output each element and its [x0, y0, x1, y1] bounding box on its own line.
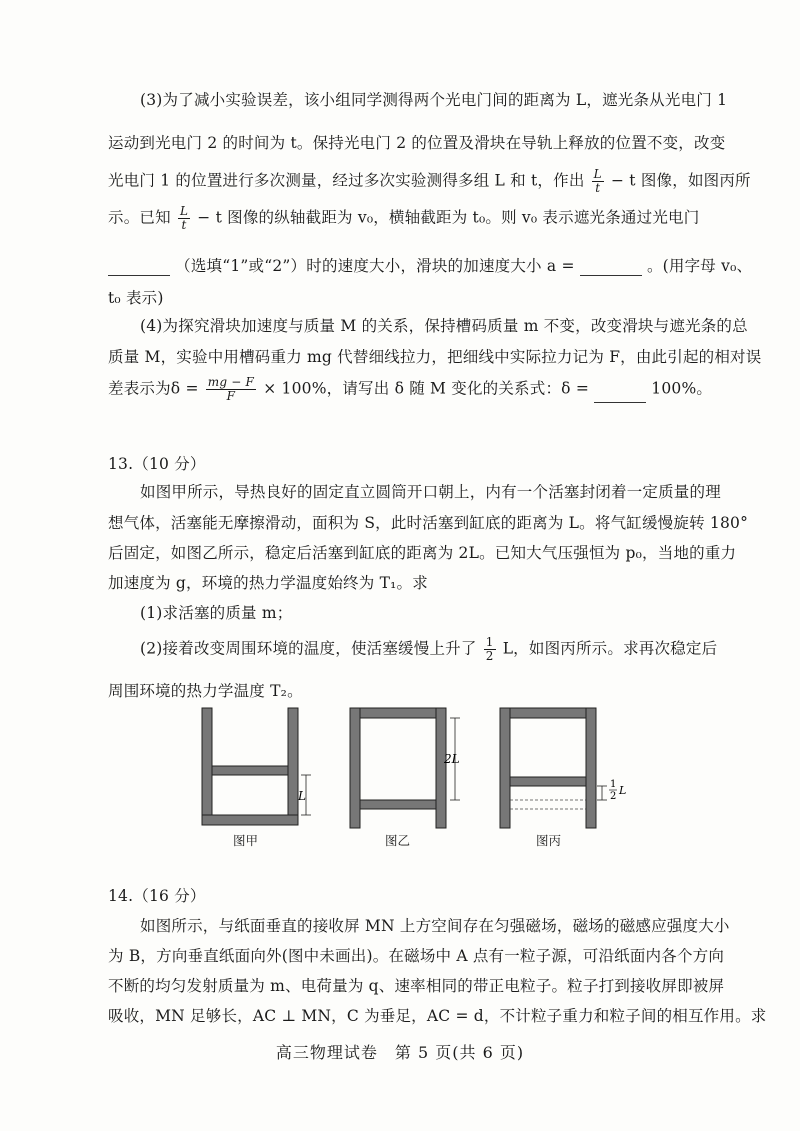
q13-line2: 想气体，活塞能无摩擦滑动，面积为 S，此时活塞到缸底的距离为 L。将气缸缓慢旋转 180° [108, 514, 749, 532]
piston-bing [510, 777, 586, 786]
q13-part1: (1)求活塞的质量 m； [140, 604, 293, 622]
q13-part2-line2: 周围环境的热力学温度 T₂。 [108, 682, 303, 700]
fraction-L-over-t: $\frac{L}{t}$ [593, 167, 602, 195]
piston-jia [212, 766, 288, 775]
figure-bing [500, 708, 626, 828]
q12-p3-line3 [108, 168, 751, 195]
fraction-L-over-t-2: $\frac{L}{t}$ [179, 204, 189, 232]
q13-part2-tail: L，如图丙所示。求再次稳定后 [502, 639, 718, 658]
q12-p3-line4 [108, 205, 699, 232]
q14-line3: 不断的均匀发射质量为 m、电荷量为 q、速率相同的带正电粒子。粒子打到接收屏即被屏 [108, 977, 725, 995]
q12-p3-line4-text: 示。已知 [108, 208, 171, 227]
q13-header: 13.（10 分） [108, 455, 206, 473]
fraction-relative-error: $\frac{mg - F}{F}$ [207, 375, 255, 403]
q12-p3-line3-tail: − t 图像，如图丙所 [610, 171, 751, 190]
answer-blank-acceleration[interactable] [580, 259, 642, 276]
q13-line1: 如图甲所示，导热良好的固定直立圆筒开口朝上，内有一个活塞封闭着一定质量的理 [140, 483, 721, 501]
q14-line4: 吸收，MN 足够长，AC ⊥ MN，C 为垂足，AC = d，不计粒子重力和粒子间的相互作用。求 [108, 1007, 767, 1025]
dim-label-L: L [298, 789, 306, 803]
q12-p3-line4-tail: − t 图像的纵轴截距为 v₀，横轴截距为 t₀。则 v₀ 表示遮光条通过光电门 [197, 208, 700, 227]
figure-yi [350, 708, 460, 828]
answer-blank-gate[interactable] [108, 259, 170, 276]
answer-blank-delta[interactable] [594, 386, 646, 403]
cylinder-figures [190, 700, 650, 850]
q12-p3-line2: 运动到光电门 2 的时间为 t。保持光电门 2 的位置及滑块在导轨上释放的位置不变，改变 [108, 134, 726, 152]
q12-p4-line3-tail: 100%。 [651, 379, 713, 398]
q12-p4-line3-text: 差表示为δ = [108, 379, 199, 398]
q12-p3-line1: (3)为了减小实验误差，该小组同学测得两个光电门间的距离为 L，遮光条从光电门 1 [140, 91, 728, 109]
q13-line4: 加速度为 g，环境的热力学温度始终为 T₁。求 [108, 574, 428, 592]
fig-label-yi: 图乙 [385, 833, 411, 848]
q12-p3-line5-tail: 。(用字母 v₀、 [646, 257, 753, 275]
q12-p3-line5-text: （选填“1”或“2”）时的速度大小，滑块的加速度大小 a = [175, 257, 575, 275]
q14-line2: 为 B，方向垂直纸面向外(图中未画出)。在磁场中 A 点有一粒子源，可沿纸面内各个方向 [108, 947, 725, 965]
q14-header: 14.（16 分） [108, 887, 206, 905]
dim-half-den: 2 [610, 791, 617, 802]
dim-label-2L: 2L [444, 752, 460, 766]
q12-p3-line5 [108, 254, 752, 276]
q12-p3-line6: t₀ 表示) [108, 289, 164, 307]
q12-p4-line2: 质量 M，实验中用槽码重力 mg 代替细线拉力，把细线中实际拉力记为 F，由此引起的相对误 [108, 348, 762, 366]
q12-p4-line1: (4)为探究滑块加速度与质量 M 的关系，保持槽码质量 m 不变，改变滑块与遮光条的总 [140, 317, 748, 335]
dim-half-num: 1 [610, 779, 617, 790]
fig-label-jia: 图甲 [233, 833, 259, 848]
fraction-one-half: $\frac{1}{2}$ [485, 635, 494, 663]
dim-half-L: L [619, 784, 627, 797]
q12-p3-line3-text: 光电门 1 的位置进行多次测量，经过多次实验测得多组 L 和 t，作出 [108, 171, 585, 190]
page-footer: 高三物理试卷 第 5 页(共 6 页) [275, 1043, 525, 1062]
q13-part2-text: (2)接着改变周围环境的温度，使活塞缓慢上升了 [140, 639, 477, 658]
piston-yi [360, 800, 436, 809]
fig-label-bing: 图丙 [536, 833, 562, 848]
q12-p4-line3-mid: × 100%，请写出 δ 随 M 变化的关系式：δ = [263, 379, 590, 398]
q13-part2-line1 [140, 636, 717, 663]
q13-line3: 后固定，如图乙所示，稳定后活塞到缸底的距离为 2L。已知大气压强恒为 p₀，当地的重力 [108, 544, 737, 562]
q12-p4-line3 [108, 376, 712, 403]
q14-line1: 如图所示，与纸面垂直的接收屏 MN 上方空间存在匀强磁场，磁场的磁感应强度大小 [140, 917, 730, 935]
figure-jia [202, 708, 311, 825]
